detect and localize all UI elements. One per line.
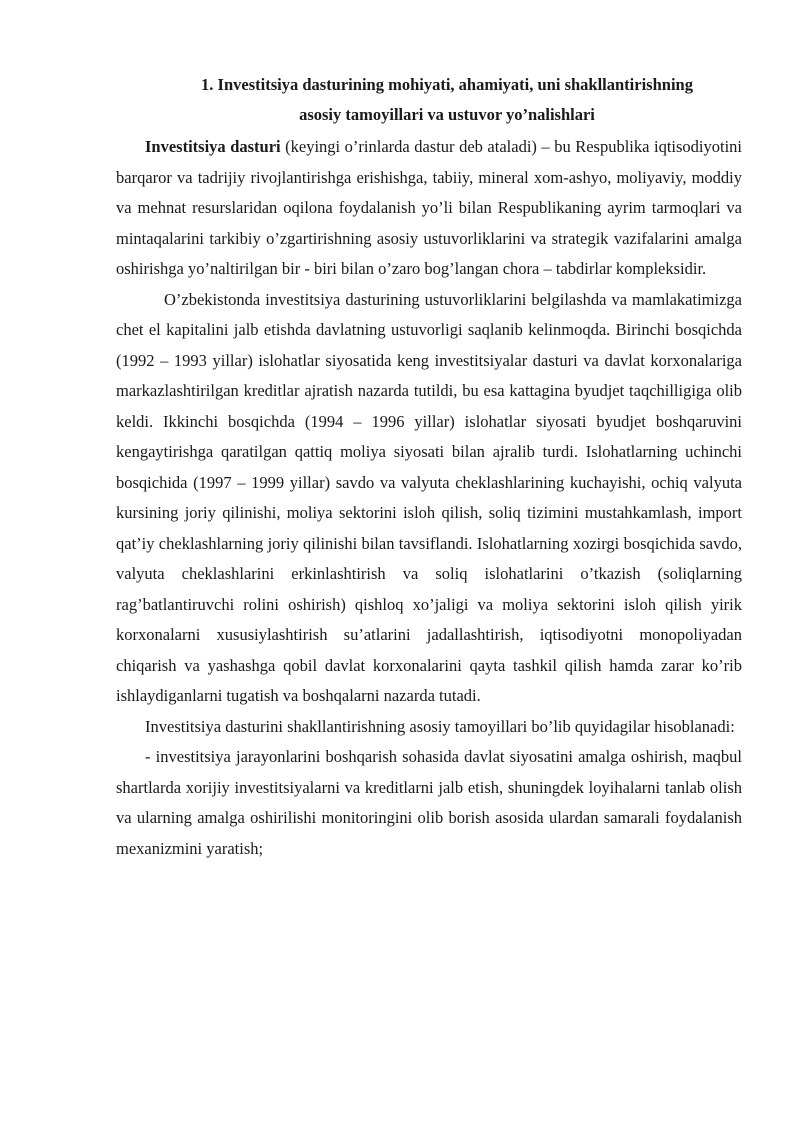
paragraph-principles-intro: Investitsiya dasturini shakllantirishning asosiy tamoyillari bo’lib quyidagilar hisoblanadi: xyxy=(145,716,735,736)
paragraph-reform-stages: O’zbekistonda investitsiya dasturining ustuvorliklarini belgilashda va mamlakatimizga chet el kapitalini jalb etishda davlatning ustuvorligi saqlanib kelinmoqda. Birinchi bosqichda (1992 – 1993 yillar) islohatlar siyosatida keng investitsiyalar dasturi va davlat korxonalariga markazlashtirilgan kreditlar ajratish nazarda tutildi, bu esa kattagina byudjet taqchilligiga olib keldi. Ikkinchi bosqichda (1994 – 1996 yillar) islohatlar siyosati byudjet boshqaruvini kengaytirishga qaratilgan qattiq moliya siyosati bilan ajralib turdi. Islohatlarning uchinchi bosqichida (1997 – 1999 yillar) savdo va valyuta cheklashlarining kuchayishi, ochiq valyuta kursining joriy qilinishi, moliya sektorini isloh qilish, soliq tizimini mustahkamlash, import qat’iy cheklashlarning joriy qilinishi bilan tavsiflandi. Islohatlarning xozirgi bosqichida savdo, valyuta cheklashlarini erkinlashtirish va soliq islohatlarini o’tkazish (soliqlarning rag’batlantiruvchi rolini oshirish) qishloq xo’jaligi va moliya sektorini isloh qilish yirik korxonalarni xususiylashtirish su’atlarini jadallashtirish, iqtisodiyotni monopoliyadan chiqarish va yashashga qobil davlat korxonalarini qayta tashkil qilish hamda zarar ko’rib ishlaydiganlarni tugatish va boshqalarni nazarda tutadi. xyxy=(116,289,742,705)
heading-line-2: asosiy tamoyillari va ustuvor yo’nalishlari xyxy=(299,105,595,124)
paragraph-definition xyxy=(116,132,742,285)
heading-line-1: 1. Investitsiya dasturining mohiyati, ahamiyati, uni shakllantirishning xyxy=(201,75,693,94)
definition-text: (keyingi o’rinlarda dastur deb ataladi) – bu Respublika iqtisodiyotini barqaror va tadrijiy rivojlantirishga erishishga, tabiiy, mineral xom-ashyo, moliyaviy, moddiy va mehnat resurslaridan oqilona foydalanish yo’li bilan Respublikaning ayrim tarmoqlari va mintaqalarini tarkibiy o’zgartirishning asosiy ustuvorliklarini va strategik vazifalarini amalga oshirishga yo’naltirilgan bir - biri bilan o’zaro bog’langan chora – tabdirlar kompleksidir. xyxy=(116,137,742,278)
defined-term: Investitsiya dasturi xyxy=(145,137,281,156)
section-heading xyxy=(116,70,742,130)
paragraph-principle-item: - investitsiya jarayonlarini boshqarish sohasida davlat siyosatini amalga oshirish, maqbul shartlarda xorijiy investitsiyalarni va kreditlarni jalb etish, shuningdek loyihalarni tanlab olish va ularning amalga oshirilishi monitoringini olib borish asosida ulardan samarali foydalanish mexanizmini yaratish; xyxy=(116,747,742,858)
